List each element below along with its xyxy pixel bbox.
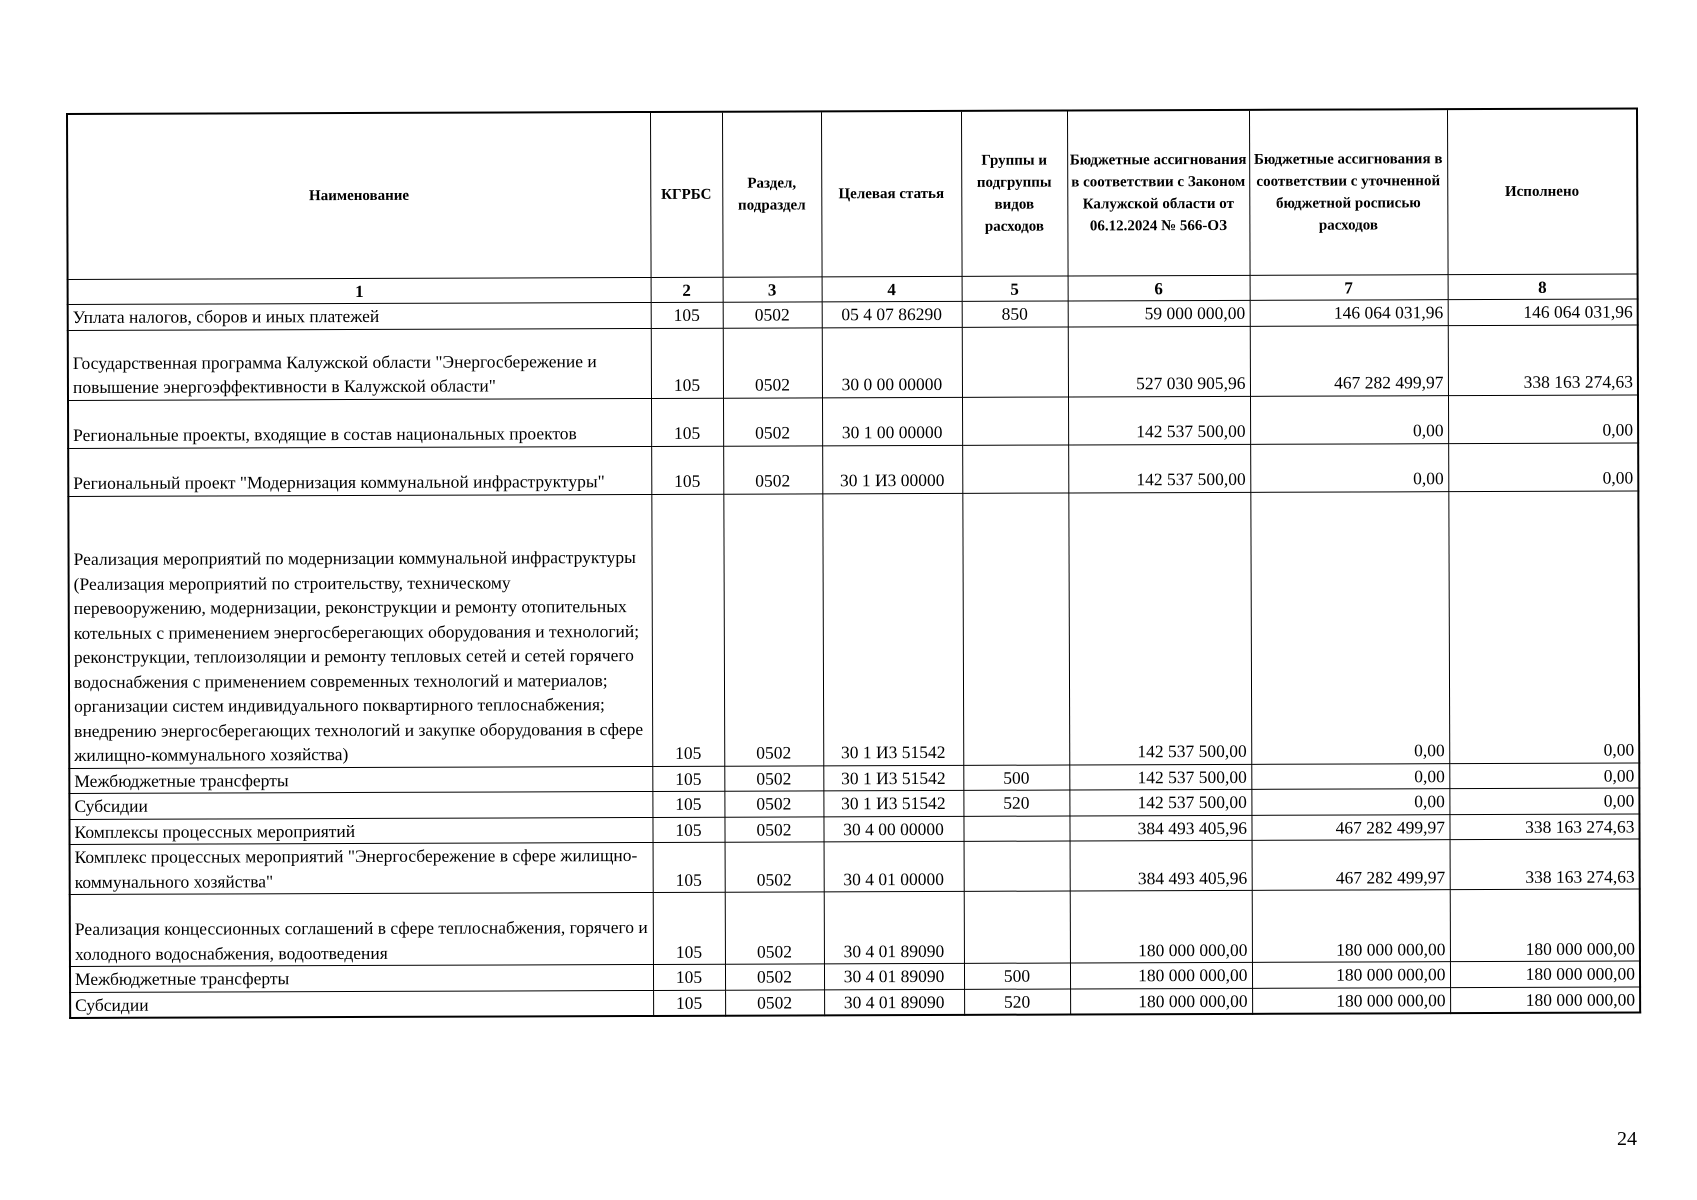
table-body — [68, 299, 1640, 1018]
row-budget-law: 59 000 000,00 — [1068, 300, 1250, 326]
row-group — [962, 445, 1068, 493]
row-kgrbs: 105 — [651, 302, 723, 328]
row-budget-law: 142 537 500,00 — [1068, 444, 1250, 493]
row-name: Комплексы процессных мероприятий — [69, 817, 652, 845]
row-executed: 0,00 — [1448, 395, 1638, 444]
table-row — [68, 395, 1638, 448]
row-executed: 180 000 000,00 — [1450, 889, 1640, 962]
row-target: 30 1 И3 51542 — [822, 493, 963, 765]
row-kgrbs: 105 — [651, 446, 723, 494]
row-executed: 0,00 — [1448, 443, 1638, 492]
table-row — [68, 325, 1638, 400]
row-target: 30 4 01 00000 — [824, 841, 964, 891]
row-target: 30 4 01 89090 — [824, 963, 964, 989]
column-number: 6 — [1068, 275, 1250, 301]
header-groups: Группы и подгруппы видов расходов — [961, 111, 1068, 277]
row-name: Субсидии — [69, 791, 652, 819]
row-name: Реализация концессионных соглашений в сфере теплоснабжения, горячего и холодного водоснабжения, водоотведения — [70, 892, 653, 966]
row-budget-law: 384 493 405,96 — [1069, 815, 1251, 841]
row-section: 0502 — [723, 493, 823, 765]
row-budget-refined: 180 000 000,00 — [1252, 890, 1450, 963]
row-budget-refined: 0,00 — [1250, 443, 1448, 492]
row-target: 30 4 01 89090 — [824, 891, 964, 963]
row-budget-law: 142 537 500,00 — [1069, 764, 1251, 790]
header-executed: Исполнено — [1447, 109, 1638, 275]
row-executed: 0,00 — [1448, 491, 1639, 764]
header-row — [67, 109, 1638, 280]
column-number: 1 — [68, 277, 651, 304]
column-number: 7 — [1250, 275, 1448, 301]
table-row — [68, 443, 1638, 496]
row-name: Региональные проекты, входящие в состав национальных проектов — [68, 398, 651, 448]
table-row — [70, 889, 1640, 966]
row-kgrbs: 105 — [651, 398, 723, 446]
row-group: 500 — [964, 963, 1070, 989]
header-section: Раздел, подраздел — [722, 111, 822, 277]
row-budget-refined: 146 064 031,96 — [1250, 300, 1448, 326]
row-kgrbs: 105 — [653, 842, 725, 892]
column-number: 3 — [723, 277, 822, 302]
column-number: 4 — [822, 276, 962, 301]
row-section: 0502 — [723, 302, 822, 328]
row-section: 0502 — [724, 765, 823, 791]
row-budget-refined: 0,00 — [1251, 789, 1449, 815]
row-target: 30 4 00 00000 — [823, 816, 963, 842]
row-group — [962, 397, 1068, 445]
row-section: 0502 — [723, 397, 822, 445]
budget-table-sheet — [66, 108, 1639, 1019]
header-name: Наименование — [67, 112, 651, 280]
row-target: 30 1 И3 00000 — [822, 445, 962, 493]
row-target: 30 1 И3 51542 — [823, 765, 963, 791]
row-name: Межбюджетные трансферты — [69, 766, 652, 794]
row-section: 0502 — [725, 989, 824, 1015]
row-name: Государственная программа Калужской области "Энергосбережение и повышение энергоэффективности в Калужской области" — [68, 328, 651, 400]
row-budget-refined: 0,00 — [1250, 395, 1448, 444]
row-budget-law: 180 000 000,00 — [1070, 890, 1252, 963]
row-kgrbs: 105 — [653, 964, 725, 990]
row-budget-law: 180 000 000,00 — [1070, 962, 1252, 988]
row-kgrbs: 105 — [652, 817, 724, 843]
header-budget-refined: Бюджетные ассигнования в соответствии с уточненной бюджетной росписью расходов — [1249, 109, 1448, 275]
row-group: 850 — [962, 301, 1068, 327]
row-target: 30 1 00 00000 — [822, 397, 962, 445]
row-group: 520 — [964, 989, 1070, 1015]
table-row — [70, 839, 1640, 894]
row-budget-refined: 180 000 000,00 — [1252, 962, 1450, 988]
row-name: Комплекс процессных мероприятий "Энергосбережение в сфере жилищно-коммунального хозяйства" — [70, 842, 653, 894]
row-section: 0502 — [723, 327, 822, 397]
row-budget-refined: 0,00 — [1250, 491, 1449, 764]
row-section: 0502 — [724, 791, 823, 817]
column-number: 5 — [962, 276, 1068, 301]
row-group — [962, 327, 1068, 397]
header-target: Целевая статья — [821, 111, 962, 277]
row-budget-law: 180 000 000,00 — [1070, 988, 1252, 1015]
row-group — [964, 841, 1070, 891]
row-group: 500 — [963, 765, 1069, 791]
row-executed: 338 163 274,63 — [1450, 839, 1640, 890]
row-budget-refined: 467 282 499,97 — [1251, 814, 1449, 840]
row-kgrbs: 105 — [653, 990, 725, 1016]
row-kgrbs: 105 — [652, 766, 724, 792]
row-group: 520 — [963, 790, 1069, 816]
row-section: 0502 — [725, 842, 824, 892]
budget-table — [66, 108, 1641, 1019]
row-kgrbs: 105 — [652, 791, 724, 817]
row-kgrbs: 105 — [651, 494, 724, 766]
table-row — [68, 491, 1639, 768]
row-section: 0502 — [725, 964, 824, 990]
row-budget-refined: 180 000 000,00 — [1252, 987, 1450, 1014]
page-number: 24 — [1617, 1128, 1637, 1150]
row-executed: 0,00 — [1449, 763, 1639, 789]
row-kgrbs: 105 — [653, 892, 725, 964]
row-kgrbs: 105 — [651, 328, 723, 398]
row-target: 30 1 И3 51542 — [823, 790, 963, 816]
row-group — [962, 493, 1069, 765]
row-budget-law: 142 537 500,00 — [1068, 396, 1250, 445]
row-name: Региональный проект "Модернизация коммунальной инфраструктуры" — [68, 446, 651, 496]
row-budget-refined: 0,00 — [1251, 763, 1449, 789]
table-row — [70, 987, 1640, 1018]
row-budget-refined: 467 282 499,97 — [1252, 840, 1450, 891]
row-executed: 0,00 — [1449, 788, 1639, 814]
row-group — [963, 816, 1069, 842]
column-number: 8 — [1448, 274, 1638, 300]
row-executed: 338 163 274,63 — [1449, 814, 1639, 840]
row-group — [964, 891, 1070, 963]
column-number: 2 — [651, 277, 723, 302]
row-section: 0502 — [725, 892, 824, 964]
row-name: Межбюджетные трансферты — [70, 964, 653, 992]
row-budget-law: 142 537 500,00 — [1069, 789, 1251, 815]
row-section: 0502 — [723, 445, 822, 493]
header-budget-law: Бюджетные ассигнования в соответствии с Законом Калужской области от 06.12.2024 № 566-ОЗ — [1067, 110, 1250, 276]
row-name: Реализация мероприятий по модернизации коммунальной инфраструктуры (Реализация мероприятий по строительству, техническому перевооружению, модернизации, реконструкции и ремонту отопительных котельных с применением энергосберегающих оборудования и технологий; реконструкции, теплоизоляции и ремонту тепловых сетей и сетей горячего водоснабжения с применением современных технологий и материалов; организации систем индивидуального поквартирного теплоснабжения; внедрению энергосберегающих технологий и закупке оборудования в сфере жилищно-коммунального хозяйства) — [68, 494, 652, 768]
row-budget-law: 527 030 905,96 — [1068, 326, 1250, 397]
row-budget-law: 384 493 405,96 — [1070, 840, 1252, 891]
row-name: Уплата налогов, сборов и иных платежей — [68, 302, 651, 330]
row-executed: 146 064 031,96 — [1448, 299, 1638, 325]
row-name: Субсидии — [70, 990, 653, 1018]
row-budget-law: 142 537 500,00 — [1068, 492, 1251, 765]
header-kgrbs: КГРБС — [650, 112, 723, 278]
row-executed: 180 000 000,00 — [1450, 961, 1640, 987]
row-target: 05 4 07 86290 — [822, 301, 962, 327]
row-executed: 338 163 274,63 — [1448, 325, 1638, 396]
row-executed: 180 000 000,00 — [1450, 987, 1640, 1014]
row-target: 30 0 00 00000 — [822, 327, 962, 397]
row-section: 0502 — [724, 816, 823, 842]
row-target: 30 4 01 89090 — [824, 989, 964, 1015]
row-budget-refined: 467 282 499,97 — [1250, 325, 1448, 396]
